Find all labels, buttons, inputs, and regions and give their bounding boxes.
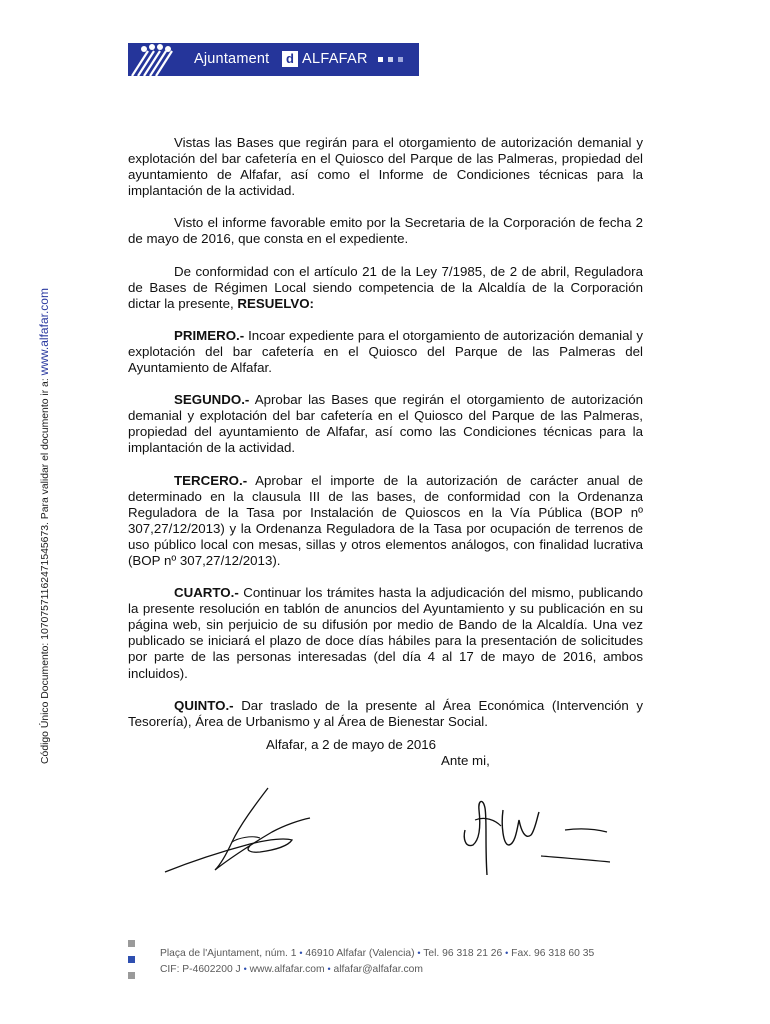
validation-url-link[interactable]: www.alfafar.com [37, 288, 51, 376]
resuelvo-label: RESUELVO: [237, 295, 314, 311]
header-title: Ajuntament [194, 51, 270, 67]
document-body [128, 135, 643, 746]
footer-separator: • [299, 948, 303, 958]
ante-mi: Ante mi, [441, 753, 490, 768]
paragraph-tercero [128, 473, 643, 570]
cuarto-text: Continuar los trámites hasta la adjudicación del mismo, publicando la presente resolución en tablón de anuncios del Ayuntamiento y su publicación en su página web, sin perjuicio de su difusión por medio de Bando de la Alcaldía. Una vez publicado se iniciará el plazo de doce días hábiles para la presentación de solicitudes por parte de las personas interesadas (del día 4 al 17 de mayo de 2016, ambos incluidos). [128, 585, 643, 681]
signature-left [160, 780, 320, 880]
header-town: ALFAFAR [302, 51, 368, 67]
footer-web-link[interactable]: www.alfafar.com [249, 963, 325, 975]
footer-tel: Tel. 96 318 21 26 [423, 948, 503, 959]
footer-separator: • [327, 963, 331, 974]
footer-separator: • [243, 963, 247, 974]
segundo-label: SEGUNDO.- [174, 392, 250, 408]
cuarto-label: CUARTO.- [174, 585, 239, 601]
validation-side-text [37, 266, 55, 786]
footer-email-link[interactable]: alfafar@alfafar.com [333, 963, 423, 975]
tercero-label: TERCERO.- [174, 472, 248, 488]
paragraph-1: Vistas las Bases que regirán para el otorgamiento de autorización demanial y explotación del bar cafetería en el Quiosco del Parque de las Palmeras, propiedad del ayuntamiento de Alfafar, así como el Informe de Condiciones técnicas para la implantación de la actividad. [128, 135, 643, 199]
town-seal-logo [128, 43, 186, 76]
header-dots [378, 57, 403, 62]
footer-square-3 [128, 972, 135, 979]
footer-line-1 [160, 946, 594, 962]
paragraph-2: Visto el informe favorable emito por la Secretaria de la Corporación de fecha 2 de mayo de 2016, que consta en el expediente. [128, 215, 643, 247]
paragraph-quinto [128, 698, 643, 730]
tercero-text: Aprobar el importe de la autorización de carácter anual de determinado en la clausula III de las bases, de conformidad con la Ordenanza Reguladora de la Tasa por Instalación de Quioscos en la Vía Pública (BOP nº 307,27/12/2013) y la Ordenanza Reguladora de la Tasa por ocupación de terrenos de uso público local con mesas, sillas y otros elementos análogos, con finalidad lucrativa (BOP nº 307,27/12/2013). [128, 472, 643, 568]
quinto-label: QUINTO.- [174, 697, 234, 713]
signature-right [445, 790, 615, 880]
footer-line-2 [160, 962, 594, 978]
footer-square-2 [128, 956, 135, 963]
footer-address: Plaça de l'Ajuntament, núm. 1 [160, 948, 297, 959]
footer-postal: 46910 Alfafar (Valencia) [305, 948, 415, 959]
header-banner [128, 43, 419, 76]
paragraph-cuarto [128, 585, 643, 682]
paragraph-3 [128, 264, 643, 312]
footer-contact [160, 946, 594, 977]
primero-text: Incoar expediente para el otorgamiento de autorización demanial y explotación del bar cafetería en el Quiosco del Parque de las Palmeras del Ayuntamiento de Alfafar. [128, 327, 643, 376]
paragraph-primero [128, 328, 643, 376]
paragraph-segundo [128, 392, 643, 456]
footer-cif: CIF: P-4602200 J [160, 963, 241, 975]
validation-code: Código Único Documento: 10707571162471545673. Para validar el documento ir a: [40, 375, 51, 764]
primero-label: PRIMERO.- [174, 327, 245, 343]
footer-square-1 [128, 940, 135, 947]
paragraph-3-text: De conformidad con el artículo 21 de la Ley 7/1985, de 2 de abril, Reguladora de Bases de Régimen Local siendo competencia de la Alcaldía de la Corporación dictar la presente, [128, 263, 643, 311]
header-logo-mark: d [282, 51, 298, 67]
footer-fax: Fax. 96 318 60 35 [511, 948, 595, 959]
footer-separator: • [505, 948, 509, 958]
quinto-text: Dar traslado de la presente al Área Económica (Intervención y Tesorería), Área de Urbanismo y al Área de Bienestar Social. [128, 697, 643, 729]
footer-separator: • [417, 948, 421, 958]
segundo-text: Aprobar las Bases que regirán el otorgamiento de autorización demanial y explotación del bar cafetería en el Quiosco del Parque de las Palmeras, propiedad del ayuntamiento de Alfafar, así como las Condiciones técnicas para la implantación de la actividad. [128, 392, 643, 456]
place-date: Alfafar, a 2 de mayo de 2016 [266, 737, 437, 752]
